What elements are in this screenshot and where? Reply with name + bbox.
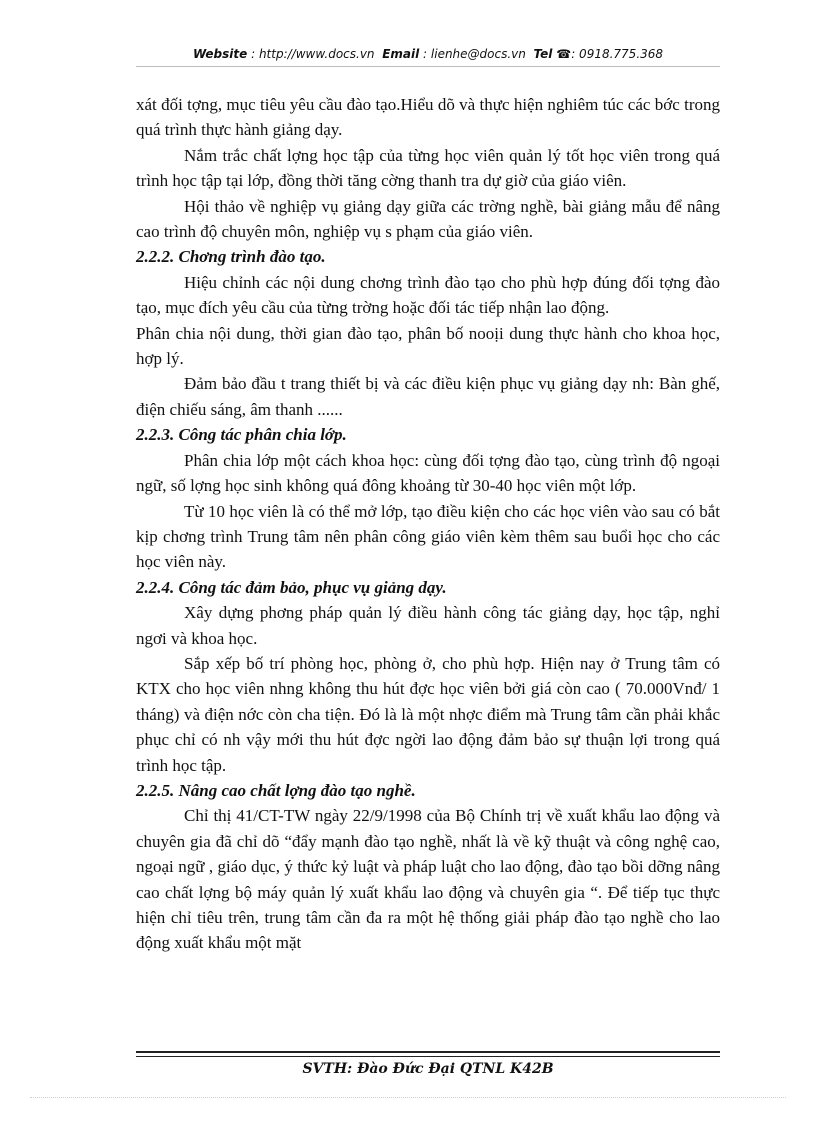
website-label: Website <box>192 47 248 61</box>
tel-label: Tel <box>533 47 553 61</box>
website-value: : http://www.docs.vn <box>251 47 375 61</box>
page-header <box>136 47 720 61</box>
page-footer: SVTH: Đào Đức Đại QTNL K42B <box>302 1061 554 1077</box>
section-heading: 2.2.4. Công tác đảm bảo, phục vụ giảng dạy. <box>136 577 447 597</box>
footer-divider-thin <box>136 1056 720 1057</box>
section-heading: 2.2.2. Chơng trình đào tạo. <box>136 247 326 267</box>
section-heading: 2.2.5. Nâng cao chất lợng đào tạo nghề. <box>136 780 416 800</box>
email-value: : lienhe@docs.vn <box>423 47 526 61</box>
paragraph: Xây dựng phơng pháp quản lý điều hành công tác giảng dạy, học tập, nghỉ ngơi và khoa học. <box>136 603 720 648</box>
paragraph: Chỉ thị 41/CT-TW ngày 22/9/1998 của Bộ Chính trị về xuất khẩu lao động và chuyên gia đã chỉ dõ “đẩy mạnh đào tạo nghề, nhất là về kỹ thuật và công nghệ cao, ngoại ngữ , giáo dục, ý thức kỷ luật và pháp luật cho lao động, đào tạo bồi dỡng nâng cao chất lợng bộ máy quản lý xuất khẩu lao động và chuyên gia “. Để tiếp tục thực hiện chỉ tiêu trên, trung tâm cần đa ra một hệ thống giải pháp đào tạo nghề cho lao động xuất khẩu một mặt <box>136 806 720 953</box>
paragraph: Phân chia nội dung, thời gian đào tạo, phân bố nooịi dung thực hành cho khoa học, hợp lý. <box>136 323 720 369</box>
paragraph: Từ 10 học viên là có thể mở lớp, tạo điều kiện cho các học viên vào sau có bắt kịp chơng trình Trung tâm nên phân công giáo viên kèm thêm sau buổi học cho các học viên này. <box>136 501 720 572</box>
paragraph: Sắp xếp bố trí phòng học, phòng ở, cho phù hợp. Hiện nay ở Trung tâm có KTX cho học viên nhng không thu hút đợc học viên bởi giá còn cao ( 70.000Vnđ/ 1 tháng) và điện nớc còn cha tiện. Đó là là một nhợc điểm mà Trung tâm cần phải khắc phục chỉ có nh vậy mới thu hút đợc ngời lao động đảm bảo sự thuận lợi trong quá trình học tập. <box>136 653 720 775</box>
header-divider <box>136 66 720 67</box>
paragraph: Đảm bảo đầu t trang thiết bị và các điều kiện phục vụ giảng dạy nh: Bàn ghế, điện chiếu sáng, âm thanh ...... <box>136 374 720 419</box>
section-heading: 2.2.3. Công tác phân chia lớp. <box>136 425 347 445</box>
paragraph: Phân chia lớp một cách khoa học: cùng đối tợng đào tạo, cùng trình độ ngoại ngữ, số lợng học sinh không quá đông khoảng từ 30-40 học viên một lớp. <box>136 450 720 496</box>
paragraph: xát đối tợng, mục tiêu yêu cầu đào tạo.Hiểu dõ và thực hiện nghiêm túc các bớc trong quá trình thực hành giảng dạy. <box>136 95 720 140</box>
footer-divider-thick <box>136 1051 720 1053</box>
phone-icon: ☎ <box>556 47 572 61</box>
paragraph: Hội thảo về nghiệp vụ giảng dạy giữa các trờng nghề, bài giảng mẫu để nâng cao trình độ chuyên môn, nghiệp vụ s phạm của giáo viên. <box>136 196 720 242</box>
page-bottom-border <box>30 1097 786 1098</box>
paragraph: Nắm trắc chất lợng học tập của từng học viên quản lý tốt học viên trong quá trình học tập tại lớp, đồng thời tăng cờng thanh tra dự giờ của giáo viên. <box>136 145 720 191</box>
body-text <box>136 92 720 956</box>
paragraph: Hiệu chỉnh các nội dung chơng trình đào tạo cho phù hợp đúng đối tợng đào tạo, mục đích yêu cầu của từng trờng hoặc đối tác tiếp nhận lao động. <box>136 272 720 318</box>
tel-value: : 0918.775.368 <box>571 47 664 61</box>
email-label: Email <box>382 47 420 61</box>
